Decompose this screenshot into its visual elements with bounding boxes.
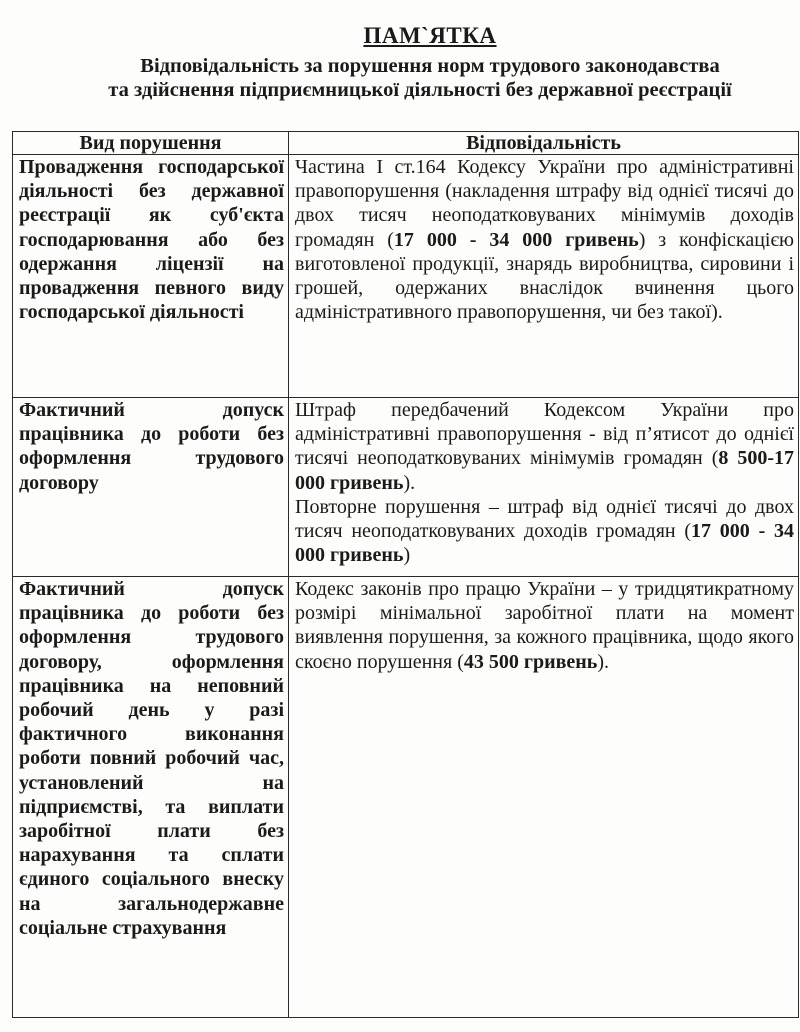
table-row xyxy=(13,577,799,1018)
violation-cell: Провадження господарської діяльності без державної реєстрації як суб'єкта господарювання або без одержання ліцензії на провадження певного виду господарської діяльності xyxy=(13,155,289,398)
table-row xyxy=(13,155,799,398)
document-heading xyxy=(0,22,800,102)
table-row xyxy=(13,398,799,577)
responsibility-cell xyxy=(289,155,799,398)
document-title: ПАМ`ЯТКА xyxy=(363,23,497,48)
header-violation: Вид порушення xyxy=(13,132,289,155)
violation-cell: Фактичний допуск працівника до роботи без оформлення трудового договору, оформлення працівника на неповний робочий день у разі фактичного виконання роботи повний робочий час, установлений на підприємстві, та виплати заробітної плати без нарахування та сплати єдиного соціального внеску на загальнодержавне соціальне страхування xyxy=(13,577,289,1018)
responsibility-text: Штраф передбачений Кодексом України про адміністративні правопорушення - від п’ятисот до однієї тисячі неоподатковуваних мінімумів громадян (8 500-17 000 гривень). xyxy=(295,399,794,494)
responsibility-text: Кодекс законів про працю України – у тридцятикратному розмірі мінімальної заробітної плати на момент виявлення порушення, за кожного працівника, щодо якого скоєно порушення (43 500 гривень). xyxy=(295,578,794,673)
fine-amount: 17 000 - 34 000 гривень xyxy=(393,228,639,251)
document-subtitle-line1: Відповідальність за порушення норм трудового законодавства xyxy=(140,55,720,77)
penalties-table xyxy=(12,131,799,1018)
fine-amount: 8 500-17 000 гривень xyxy=(295,447,794,494)
table-header-row xyxy=(13,132,799,155)
responsibility-text: Частина І ст.164 Кодексу України про адміністративні правопорушення (накладення штрафу від однієї тисячі до двох тисяч неоподатковуваних мінімумів доходів громадян (17 000 - 34 000 гривень) з конфіскацією виготовленої продукції, знарядь виробництва, сировини і грошей, одержаних внаслідок вчинення цього адміністративного правопорушення, чи без такої). xyxy=(295,156,794,324)
repeat-violation-text: Повторне порушення – штраф від однієї тисячі до двох тисяч неоподатковуваних доходів громадян (17 000 - 34 000 гривень) xyxy=(295,495,794,567)
fine-amount: 43 500 гривень xyxy=(463,650,598,673)
violation-cell: Фактичний допуск працівника до роботи без оформлення трудового договору xyxy=(13,398,289,577)
responsibility-cell xyxy=(289,577,799,1018)
repeat-fine-amount: 17 000 - 34 000 гривень xyxy=(295,520,794,567)
header-responsibility: Відповідальність xyxy=(289,132,799,155)
document-subtitle-line2: та здійснення підприємницької діяльності без державної реєстрації xyxy=(108,79,732,101)
responsibility-cell xyxy=(289,398,799,577)
